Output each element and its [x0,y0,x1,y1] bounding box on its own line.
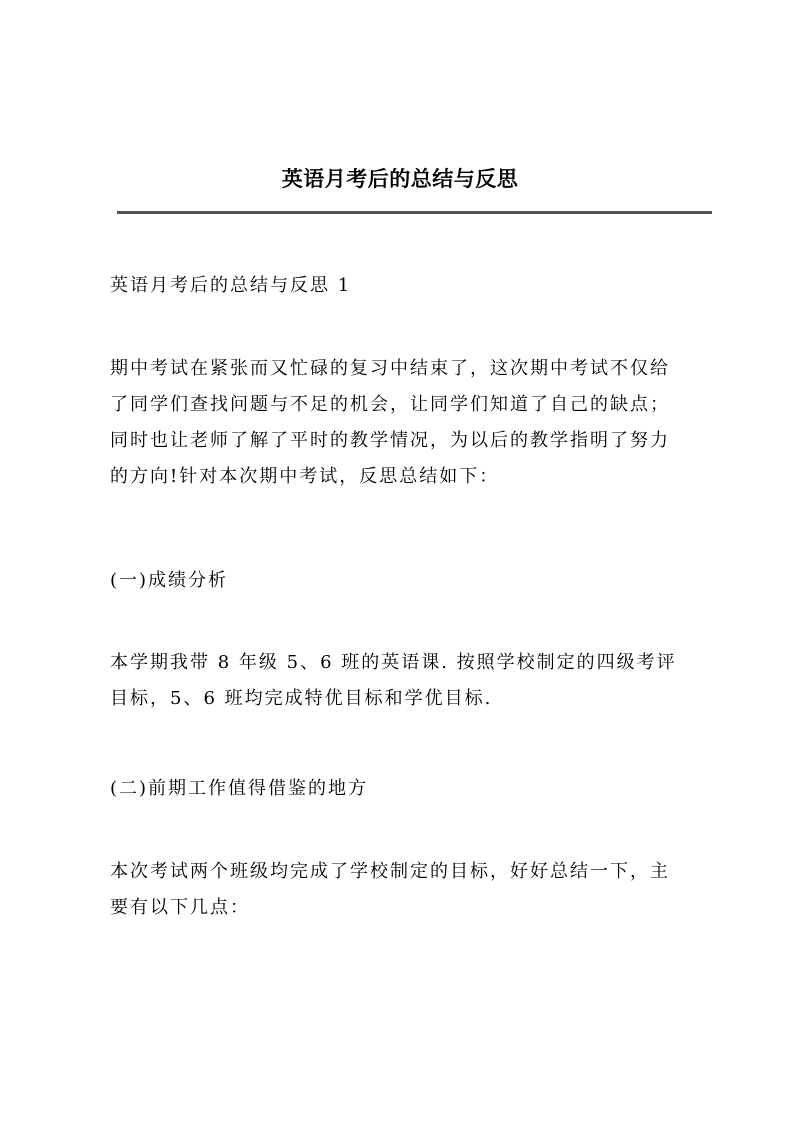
section-heading [110,268,720,304]
subheading-text: (二)前期工作值得借鉴的地方 [110,778,369,799]
title-divider [117,211,712,214]
paragraph-line: 目标，5、6 班均完成特优目标和学优目标. [110,688,493,709]
subheading-lessons [110,771,720,807]
subheading-text: (一)成绩分析 [110,570,229,591]
paragraph-line: 同时也让老师了解了平时的教学情况，为以后的教学指明了努力 [110,430,670,451]
paragraph-line: 的方向!针对本次期中考试，反思总结如下： [110,466,500,487]
paragraph-line: 期中考试在紧张而又忙碌的复习中结束了，这次期中考试不仅给 [110,358,670,379]
paragraph-line: 本学期我带 8 年级 5、6 班的英语课. 按照学校制定的四级考评 [110,652,677,673]
paragraph-line: 要有以下几点： [110,897,250,918]
section-heading-text: 英语月考后的总结与反思 1 [110,275,352,296]
paragraph-intro [110,351,720,495]
paragraph-lessons [110,854,720,926]
paragraph-line: 本次考试两个班级均完成了学校制定的目标，好好总结一下，主 [110,861,670,882]
paragraph-line: 了同学们查找问题与不足的机会，让同学们知道了自己的缺点； [110,394,670,415]
subheading-score-analysis [110,563,720,599]
document-title: 英语月考后的总结与反思 [281,166,519,191]
paragraph-score-analysis [110,645,720,717]
